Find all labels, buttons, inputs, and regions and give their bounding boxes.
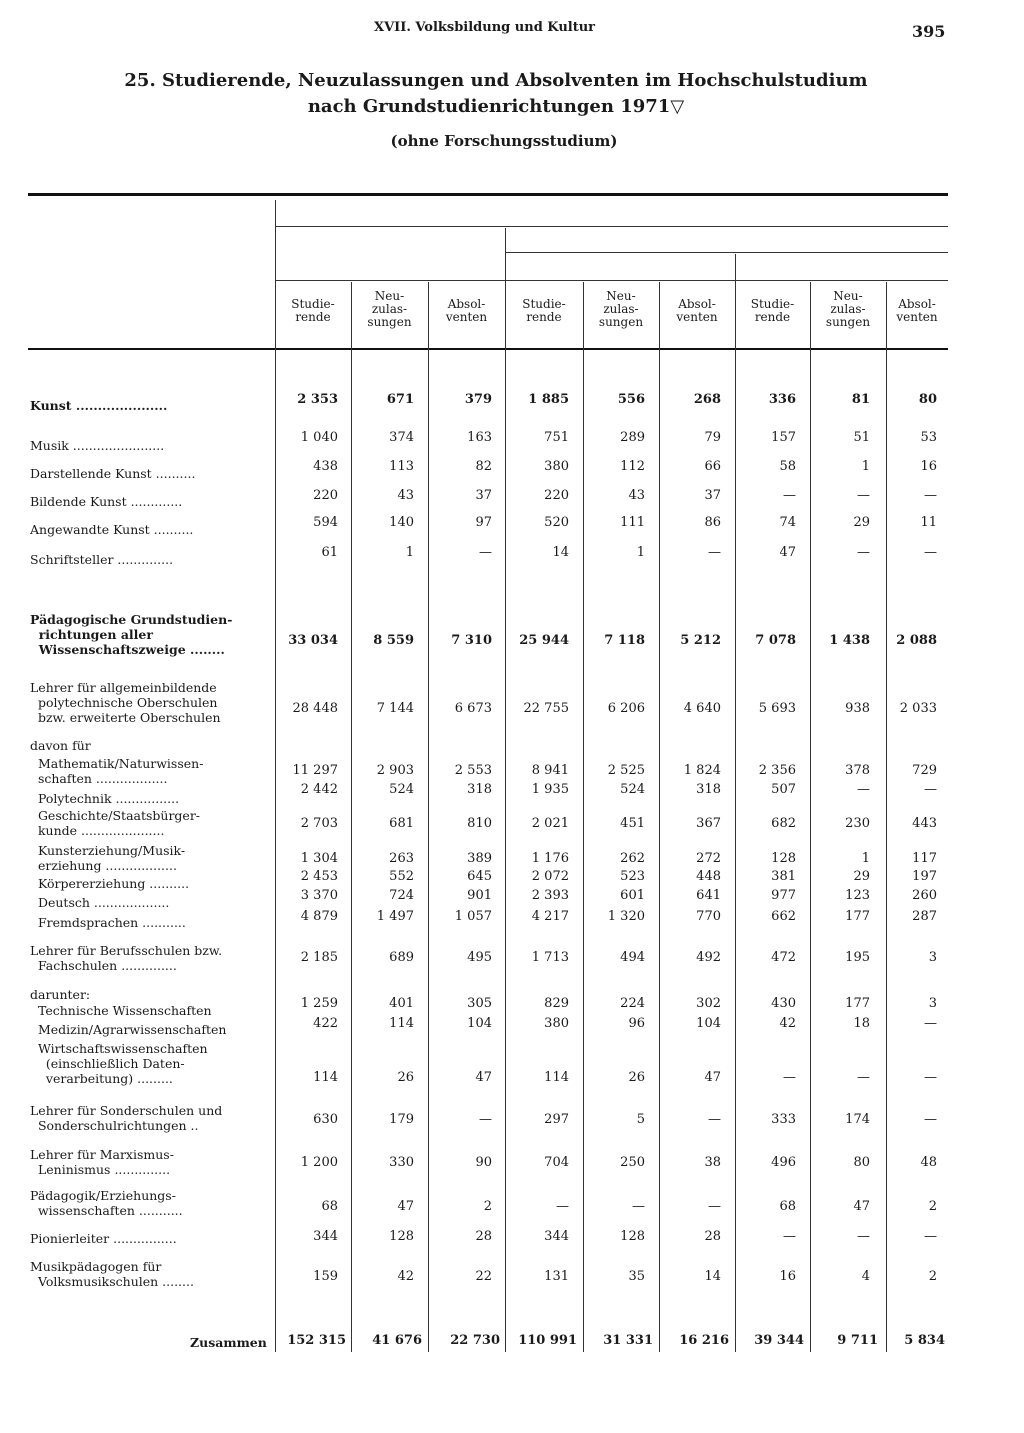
table-cell: 3 — [928, 996, 937, 1011]
table-cell: 524 — [389, 782, 414, 797]
table-cell: 594 — [313, 515, 338, 530]
table-cell: 4 879 — [300, 909, 338, 924]
table-cell: 29 — [853, 869, 870, 884]
table-cell: 438 — [313, 459, 338, 474]
table-cell: 520 — [544, 515, 569, 530]
table-cell: 81 — [851, 392, 870, 407]
table-cell: 28 — [475, 1229, 492, 1244]
table-cell: — — [632, 1199, 645, 1214]
table-cell: 260 — [912, 888, 937, 903]
table-cell: 179 — [389, 1112, 414, 1127]
row-label: Polytechnik ................ — [30, 791, 180, 806]
table-cell: 379 — [464, 392, 492, 407]
row-label: Deutsch ................... — [30, 895, 170, 910]
header-line-2 — [505, 252, 948, 253]
table-cell: 318 — [467, 782, 492, 797]
total-label: Zusammen — [190, 1335, 267, 1350]
table-cell: 1 713 — [531, 950, 569, 965]
column-header: Studie- rende — [291, 297, 335, 324]
table-cell: 641 — [696, 888, 721, 903]
table-cell: 380 — [544, 1016, 569, 1031]
column-header: Studie- rende — [522, 297, 566, 324]
table-cell: 810 — [467, 816, 492, 831]
table-cell: 751 — [544, 430, 569, 445]
table-cell: 901 — [467, 888, 492, 903]
table-cell: 51 — [853, 430, 870, 445]
table-cell: 97 — [475, 515, 492, 530]
table-cell: 2 453 — [300, 869, 338, 884]
table-cell: 79 — [704, 430, 721, 445]
column-header: Absol- venten — [676, 297, 718, 324]
table-cell: 177 — [845, 996, 870, 1011]
table-cell: 318 — [696, 782, 721, 797]
table-cell: 174 — [845, 1112, 870, 1127]
total-cell: 152 315 — [287, 1333, 346, 1348]
table-cell: 336 — [768, 392, 796, 407]
table-cell: 1 935 — [531, 782, 569, 797]
table-cell: 68 — [779, 1199, 796, 1214]
table-cell: 61 — [321, 545, 338, 560]
table-cell: 111 — [620, 515, 645, 530]
row-label: Kunsterziehung/Musik- erziehung .................. — [37, 843, 186, 873]
table-cell: — — [857, 1229, 870, 1244]
table-cell: 1 — [861, 851, 870, 866]
table-cell: 630 — [313, 1112, 338, 1127]
row-label: Pädagogik/Erziehungs- wissenschaften ........... — [30, 1188, 183, 1218]
table-cell: 47 — [475, 1070, 492, 1085]
table-title-line-1: 25. Studierende, Neuzulassungen und Absolventen im Hochschulstudium — [124, 70, 868, 91]
total-cell: 9 711 — [837, 1333, 878, 1348]
header-line-3 — [275, 280, 948, 281]
table-cell: 3 — [928, 950, 937, 965]
table-cell: 1 304 — [300, 851, 338, 866]
table-cell: 131 — [544, 1269, 569, 1284]
table-cell: 177 — [845, 909, 870, 924]
table-cell: 128 — [389, 1229, 414, 1244]
table-cell: 28 448 — [292, 701, 338, 716]
table-cell: 18 — [853, 1016, 870, 1031]
table-cell: 114 — [313, 1070, 338, 1085]
table-cell: 128 — [771, 851, 796, 866]
table-cell: 28 — [704, 1229, 721, 1244]
table-cell: — — [783, 1229, 796, 1244]
table-cell: 2 072 — [531, 869, 569, 884]
table-cell: 123 — [845, 888, 870, 903]
header-line-1 — [275, 226, 948, 227]
table-cell: 220 — [313, 488, 338, 503]
table-cell: 47 — [853, 1199, 870, 1214]
table-cell: 48 — [920, 1155, 937, 1170]
table-cell: 443 — [912, 816, 937, 831]
table-cell: 35 — [628, 1269, 645, 1284]
table-cell: — — [924, 488, 937, 503]
table-cell: 681 — [389, 816, 414, 831]
total-cell: 39 344 — [754, 1333, 804, 1348]
table-cell: 22 755 — [523, 701, 569, 716]
table-cell: 25 944 — [519, 633, 569, 648]
table-cell: 1 — [861, 459, 870, 474]
table-cell: 305 — [467, 996, 492, 1011]
table-cell: 262 — [620, 851, 645, 866]
table-cell: 401 — [389, 996, 414, 1011]
table-cell: 1 — [636, 545, 645, 560]
total-cell: 41 676 — [372, 1333, 422, 1348]
table-cell: 381 — [771, 869, 796, 884]
table-cell: 80 — [853, 1155, 870, 1170]
table-cell: 14 — [704, 1269, 721, 1284]
table-cell: 263 — [389, 851, 414, 866]
row-label: Darstellende Kunst .......... — [30, 466, 196, 481]
column-header: Neu- zulas- sungen — [825, 289, 871, 329]
table-cell: 220 — [544, 488, 569, 503]
table-cell: 770 — [696, 909, 721, 924]
table-cell: 662 — [771, 909, 796, 924]
table-cell: 1 885 — [528, 392, 569, 407]
table-cell: 829 — [544, 996, 569, 1011]
table-cell: 197 — [912, 869, 937, 884]
row-label: Pionierleiter ................ — [30, 1231, 177, 1246]
table-cell: 86 — [704, 515, 721, 530]
table-cell: 140 — [389, 515, 414, 530]
table-cell: 378 — [845, 763, 870, 778]
table-cell: 344 — [313, 1229, 338, 1244]
table-cell: 42 — [397, 1269, 414, 1284]
table-cell: 472 — [771, 950, 796, 965]
table-cell: 6 673 — [454, 701, 492, 716]
table-cell: — — [924, 545, 937, 560]
table-cell: 5 693 — [758, 701, 796, 716]
table-cell: 1 438 — [829, 633, 870, 648]
table-cell: 128 — [620, 1229, 645, 1244]
table-cell: — — [924, 1016, 937, 1031]
row-label: Angewandte Kunst .......... — [30, 522, 194, 537]
table-cell: 2 356 — [758, 763, 796, 778]
table-cell: 224 — [620, 996, 645, 1011]
total-cell: 16 216 — [679, 1333, 729, 1348]
column-header: Absol- venten — [896, 297, 938, 324]
table-cell: 104 — [467, 1016, 492, 1031]
table-cell: 58 — [779, 459, 796, 474]
table-cell: 7 310 — [451, 633, 492, 648]
row-label: davon für — [30, 738, 91, 753]
table-cell: 451 — [620, 816, 645, 831]
table-cell: 552 — [389, 869, 414, 884]
table-cell: 7 144 — [376, 701, 414, 716]
table-cell: 367 — [696, 816, 721, 831]
row-label: Lehrer für Sonderschulen und Sonderschulrichtungen .. — [30, 1103, 223, 1133]
table-cell: 11 297 — [292, 763, 338, 778]
table-title-line-2: nach Grundstudienrichtungen 1971▽ — [307, 96, 685, 117]
table-cell: 47 — [779, 545, 796, 560]
table-cell: 6 206 — [607, 701, 645, 716]
table-cell: 43 — [628, 488, 645, 503]
table-cell: — — [708, 1112, 721, 1127]
table-cell: 268 — [693, 392, 721, 407]
page-number: 395 — [912, 22, 946, 41]
table-cell: 2 903 — [376, 763, 414, 778]
table-subtitle: (ohne Forschungsstudium) — [390, 132, 618, 150]
column-header: Absol- venten — [445, 297, 488, 324]
table-cell: 507 — [771, 782, 796, 797]
total-cell: 5 834 — [904, 1333, 945, 1348]
table-cell: 47 — [704, 1070, 721, 1085]
table-cell: 2 033 — [899, 701, 937, 716]
table-cell: 344 — [544, 1229, 569, 1244]
table-cell: 117 — [912, 851, 937, 866]
table-cell: 374 — [389, 430, 414, 445]
table-cell: 704 — [544, 1155, 569, 1170]
table-cell: 26 — [628, 1070, 645, 1085]
table-cell: 66 — [704, 459, 721, 474]
table-cell: — — [479, 1112, 492, 1127]
table-cell: 230 — [845, 816, 870, 831]
table-cell: 1 824 — [683, 763, 721, 778]
table-cell: 2 021 — [531, 816, 569, 831]
table-cell: 4 217 — [531, 909, 569, 924]
table-cell: 556 — [617, 392, 645, 407]
table-cell: 22 — [475, 1269, 492, 1284]
table-cell: 163 — [467, 430, 492, 445]
table-cell: — — [783, 488, 796, 503]
table-cell: 82 — [475, 459, 492, 474]
table-cell: 250 — [620, 1155, 645, 1170]
table-cell: 1 200 — [300, 1155, 338, 1170]
table-cell: 2 353 — [297, 392, 338, 407]
table-cell: 33 034 — [288, 633, 338, 648]
table-cell: 330 — [389, 1155, 414, 1170]
table-cell: — — [924, 1229, 937, 1244]
table-cell: 524 — [620, 782, 645, 797]
table-cell: 14 — [552, 545, 569, 560]
table-cell: 938 — [845, 701, 870, 716]
table-cell: 68 — [321, 1199, 338, 1214]
table-cell: — — [708, 545, 721, 560]
table-cell: 16 — [920, 459, 937, 474]
table-cell: 1 040 — [300, 430, 338, 445]
table-cell: 5 — [636, 1112, 645, 1127]
total-cell: 22 730 — [450, 1333, 500, 1348]
table-cell: — — [924, 1112, 937, 1127]
row-label: darunter: — [30, 987, 91, 1002]
row-label: Lehrer für Marxismus- Leninismus .............. — [30, 1147, 174, 1177]
table-cell: 729 — [912, 763, 937, 778]
table-cell: 7 118 — [604, 633, 645, 648]
table-cell: 11 — [920, 515, 937, 530]
table-cell: 4 640 — [683, 701, 721, 716]
table-cell: 724 — [389, 888, 414, 903]
table-cell: 1 320 — [607, 909, 645, 924]
table-cell: 287 — [912, 909, 937, 924]
table-cell: 2 — [483, 1199, 492, 1214]
table-cell: 492 — [696, 950, 721, 965]
table-cell: 5 212 — [680, 633, 721, 648]
table-cell: 42 — [779, 1016, 796, 1031]
table-cell: 114 — [544, 1070, 569, 1085]
table-cell: 37 — [475, 488, 492, 503]
table-cell: 4 — [861, 1269, 870, 1284]
table-cell: 112 — [620, 459, 645, 474]
table-cell: 601 — [620, 888, 645, 903]
table-cell: 16 — [779, 1269, 796, 1284]
column-header: Studie- rende — [750, 297, 795, 324]
table-cell: 1 — [405, 545, 414, 560]
table-cell: 2 185 — [300, 950, 338, 965]
table-cell: 29 — [853, 515, 870, 530]
table-cell: 26 — [397, 1070, 414, 1085]
table-cell: 977 — [771, 888, 796, 903]
table-cell: 2 — [928, 1199, 937, 1214]
row-label: Musik ....................... — [30, 438, 165, 453]
table-cell: 37 — [704, 488, 721, 503]
table-cell: — — [924, 1070, 937, 1085]
row-label: Pädagogische Grundstudien- richtungen aller Wissenschaftszweige ........ — [30, 612, 233, 657]
column-header: Neu- zulas- sungen — [367, 289, 412, 329]
table-cell: — — [556, 1199, 569, 1214]
table-cell: 1 497 — [376, 909, 414, 924]
row-label: Musikpädagogen für Volksmusikschulen ........ — [30, 1259, 194, 1289]
table-cell: 1 176 — [531, 851, 569, 866]
table-cell: 43 — [397, 488, 414, 503]
table-cell: 297 — [544, 1112, 569, 1127]
table-cell: 47 — [397, 1199, 414, 1214]
table-cell: 80 — [918, 392, 937, 407]
table-cell: 682 — [771, 816, 796, 831]
table-cell: 2 703 — [300, 816, 338, 831]
table-cell: 114 — [389, 1016, 414, 1031]
table-cell: 495 — [467, 950, 492, 965]
row-label: Mathematik/Naturwissen- schaften .................. — [37, 756, 204, 786]
table-cell: 2 393 — [531, 888, 569, 903]
table-cell: 494 — [620, 950, 645, 965]
table-cell: 195 — [845, 950, 870, 965]
table-cell: 3 370 — [300, 888, 338, 903]
table-cell: 2 088 — [896, 633, 937, 648]
table-cell: 113 — [389, 459, 414, 474]
table-cell: 2 553 — [454, 763, 492, 778]
table-cell: 159 — [313, 1269, 338, 1284]
table-cell: — — [924, 782, 937, 797]
table-cell: 96 — [628, 1016, 645, 1031]
table-cell: 157 — [771, 430, 796, 445]
table-cell: 689 — [389, 950, 414, 965]
table-cell: 496 — [771, 1155, 796, 1170]
table-cell: 74 — [779, 515, 796, 530]
total-cell: 31 331 — [603, 1333, 653, 1348]
table-cell: 448 — [696, 869, 721, 884]
table-cell: 1 057 — [454, 909, 492, 924]
table-cell: 380 — [544, 459, 569, 474]
row-label: Kunst ..................... — [30, 398, 168, 413]
row-label: Fremdsprachen ........... — [30, 915, 186, 930]
table-cell: 38 — [704, 1155, 721, 1170]
table-cell: 272 — [696, 851, 721, 866]
row-label: Lehrer für allgemeinbildende polytechnische Oberschulen bzw. erweiterte Oberschulen — [30, 680, 221, 725]
row-label: Geschichte/Staatsbürger- kunde ..................... — [37, 808, 201, 838]
table-cell: 2 442 — [300, 782, 338, 797]
column-header: Neu- zulas- sungen — [598, 289, 644, 329]
table-cell: 333 — [771, 1112, 796, 1127]
top-rule — [28, 193, 948, 196]
table-cell: 389 — [467, 851, 492, 866]
table-cell: 422 — [313, 1016, 338, 1031]
row-label: Lehrer für Berufsschulen bzw. Fachschulen .............. — [30, 943, 223, 973]
table-cell: 2 525 — [607, 763, 645, 778]
column-divider — [735, 254, 736, 1352]
table-cell: 8 559 — [373, 633, 414, 648]
row-label: Bildende Kunst ............. — [30, 494, 183, 509]
row-label: Körpererziehung .......... — [30, 876, 190, 891]
row-label: Schriftsteller .............. — [30, 552, 174, 567]
table-cell: 53 — [920, 430, 937, 445]
table-cell: — — [783, 1070, 796, 1085]
table-cell: 671 — [386, 392, 414, 407]
row-label: Technische Wissenschaften — [30, 1003, 212, 1018]
table-cell: 1 259 — [300, 996, 338, 1011]
row-label: Medizin/Agrarwissenschaften — [30, 1022, 227, 1037]
section-header: XVII. Volksbildung und Kultur — [374, 20, 596, 35]
table-cell: 289 — [620, 430, 645, 445]
table-cell: 8 941 — [531, 763, 569, 778]
table-cell: 430 — [771, 996, 796, 1011]
total-cell: 110 991 — [518, 1333, 577, 1348]
table-cell: 302 — [696, 996, 721, 1011]
table-cell: — — [857, 1070, 870, 1085]
table-cell: 104 — [696, 1016, 721, 1031]
table-cell: — — [857, 545, 870, 560]
table-cell: — — [479, 545, 492, 560]
row-label: Wirtschaftswissenschaften (einschließlich Daten- verarbeitung) ......... — [37, 1041, 208, 1086]
table-cell: 7 078 — [755, 633, 796, 648]
table-cell: 523 — [620, 869, 645, 884]
table-cell: 90 — [475, 1155, 492, 1170]
table-cell: — — [857, 488, 870, 503]
table-cell: 645 — [467, 869, 492, 884]
table-cell: — — [857, 782, 870, 797]
table-cell: — — [708, 1199, 721, 1214]
table-cell: 2 — [928, 1269, 937, 1284]
